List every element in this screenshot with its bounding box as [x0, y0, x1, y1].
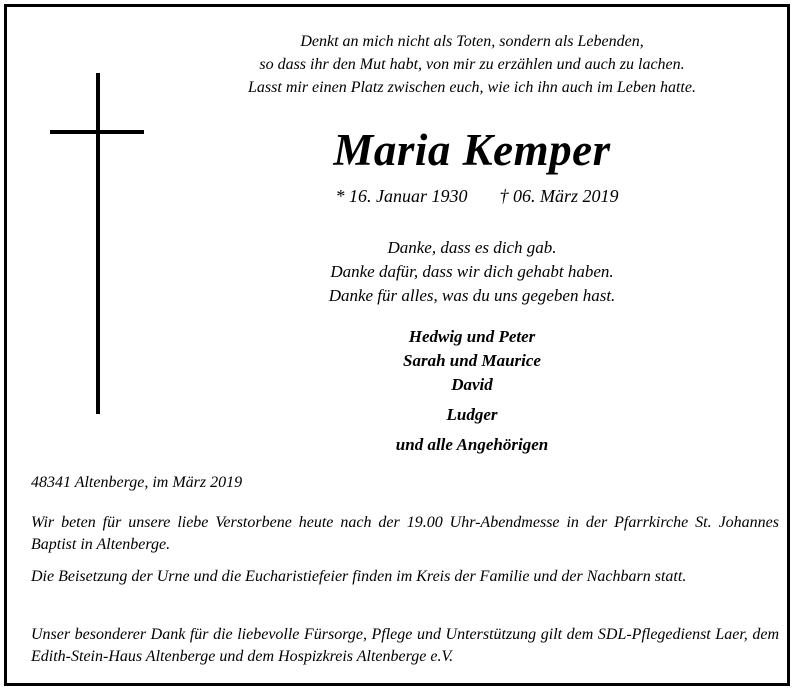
obituary-notice: [4, 4, 790, 686]
death-date: † 06. März 2019: [499, 186, 619, 206]
mourner-name: David: [451, 375, 493, 394]
mourner-name: Ludger: [446, 405, 498, 424]
cross-icon-crossbar: [50, 130, 144, 134]
memorial-poem: [197, 30, 747, 99]
birth-date: * 16. Januar 1930: [335, 186, 468, 206]
mourner-name: Sarah und Maurice: [403, 351, 541, 370]
poem-line: Lasst mir einen Platz zwischen euch, wie ich ihn auch im Leben hatte.: [248, 79, 696, 96]
thanks-line: Danke dafür, dass wir dich gehabt haben.: [330, 262, 614, 281]
thanks-line: Danke für alles, was du uns gegeben hast.: [328, 286, 616, 305]
mourners-list: [287, 325, 657, 457]
poem-line: so dass ihr den Mut habt, von mir zu erzählen und auch zu lachen.: [259, 56, 685, 73]
thanks-line: Danke, dass es dich gab.: [387, 238, 557, 257]
place-and-date: 48341 Altenberge, im März 2019: [31, 474, 243, 491]
life-dates: [277, 184, 677, 208]
mourner-name: und alle Angehörigen: [395, 435, 549, 454]
deceased-name: Maria Kemper: [333, 125, 611, 175]
burial-paragraph: Die Beisetzung der Urne und die Eucharistiefeier finden im Kreis der Familie und der Nachbarn statt.: [31, 568, 687, 585]
poem-line: Denkt an mich nicht als Toten, sondern als Lebenden,: [300, 33, 644, 50]
gratitude-paragraph: Unser besonderer Dank für die liebevolle Fürsorge, Pflege und Unterstützung gilt dem SDL-Pflegedienst Laer, dem Edith-Stein-Haus Altenberge und dem Hospizkreis Altenberge e.V.: [31, 626, 779, 665]
mourner-name: Hedwig und Peter: [408, 327, 536, 346]
cross-icon: [96, 73, 100, 414]
thanks-verse: [237, 236, 707, 308]
service-paragraph: Wir beten für unsere liebe Verstorbene heute nach der 19.00 Uhr-Abendmesse in der Pfarrkirche St. Johannes Baptist in Altenberge.: [31, 514, 779, 553]
